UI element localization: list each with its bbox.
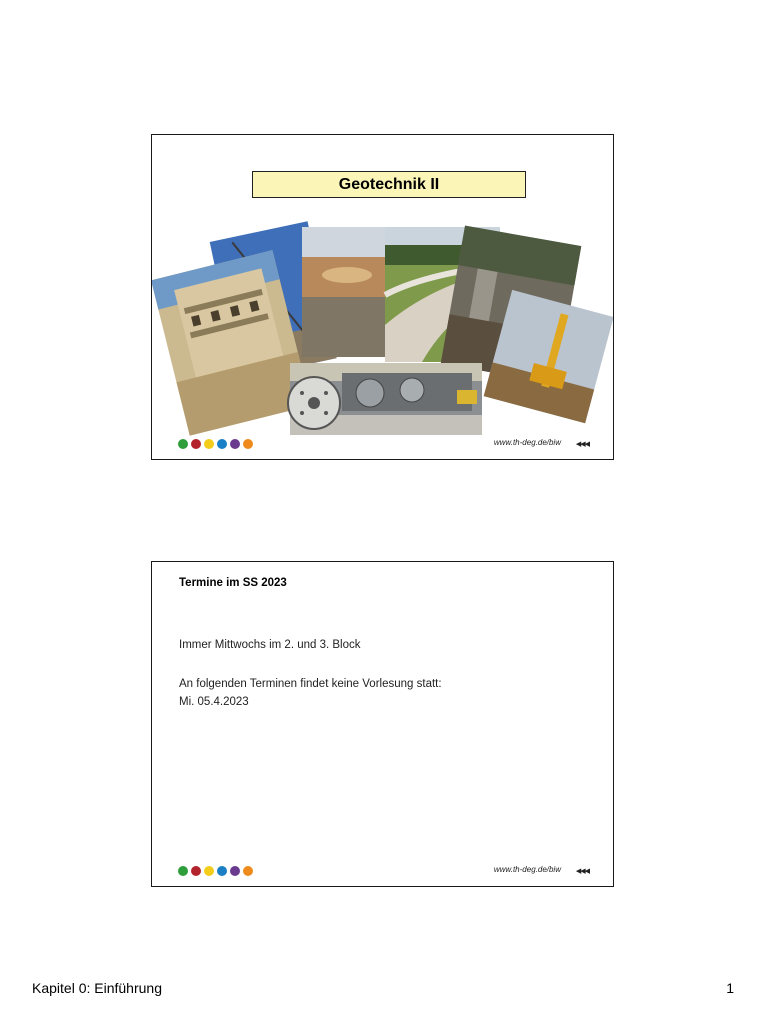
red-dot	[191, 439, 201, 449]
quarry-photo	[302, 227, 387, 357]
blue-dot	[217, 866, 227, 876]
back-arrows-icon: ◀◀◀	[575, 441, 589, 448]
blue-dot	[217, 439, 227, 449]
footer-url: www.th-deg.de/biw	[493, 438, 561, 447]
cancellation-text: An folgenden Terminen findet keine Vorlesung statt:	[179, 678, 442, 690]
page-number: 1	[726, 980, 734, 996]
schedule-slide	[151, 561, 614, 887]
back-arrows-icon: ◀◀◀	[575, 868, 589, 875]
chapter-label: Kapitel 0: Einführung	[32, 980, 162, 996]
schedule-text: Immer Mittwochs im 2. und 3. Block	[179, 639, 361, 651]
purple-dot	[230, 439, 240, 449]
title-slide	[151, 134, 614, 460]
orange-dot	[243, 439, 253, 449]
slide-heading: Termine im SS 2023	[179, 577, 287, 589]
tunnel-boring-machine-photo	[288, 363, 482, 435]
footer-url: www.th-deg.de/biw	[493, 865, 561, 874]
cancellation-date: Mi. 05.4.2023	[179, 696, 249, 708]
green-dot	[178, 866, 188, 876]
yellow-dot	[204, 866, 214, 876]
color-dots	[178, 866, 253, 876]
green-dot	[178, 439, 188, 449]
red-dot	[191, 866, 201, 876]
purple-dot	[230, 866, 240, 876]
color-dots	[178, 439, 253, 449]
orange-dot	[243, 866, 253, 876]
yellow-dot	[204, 439, 214, 449]
slide-title: Geotechnik II	[252, 171, 526, 198]
